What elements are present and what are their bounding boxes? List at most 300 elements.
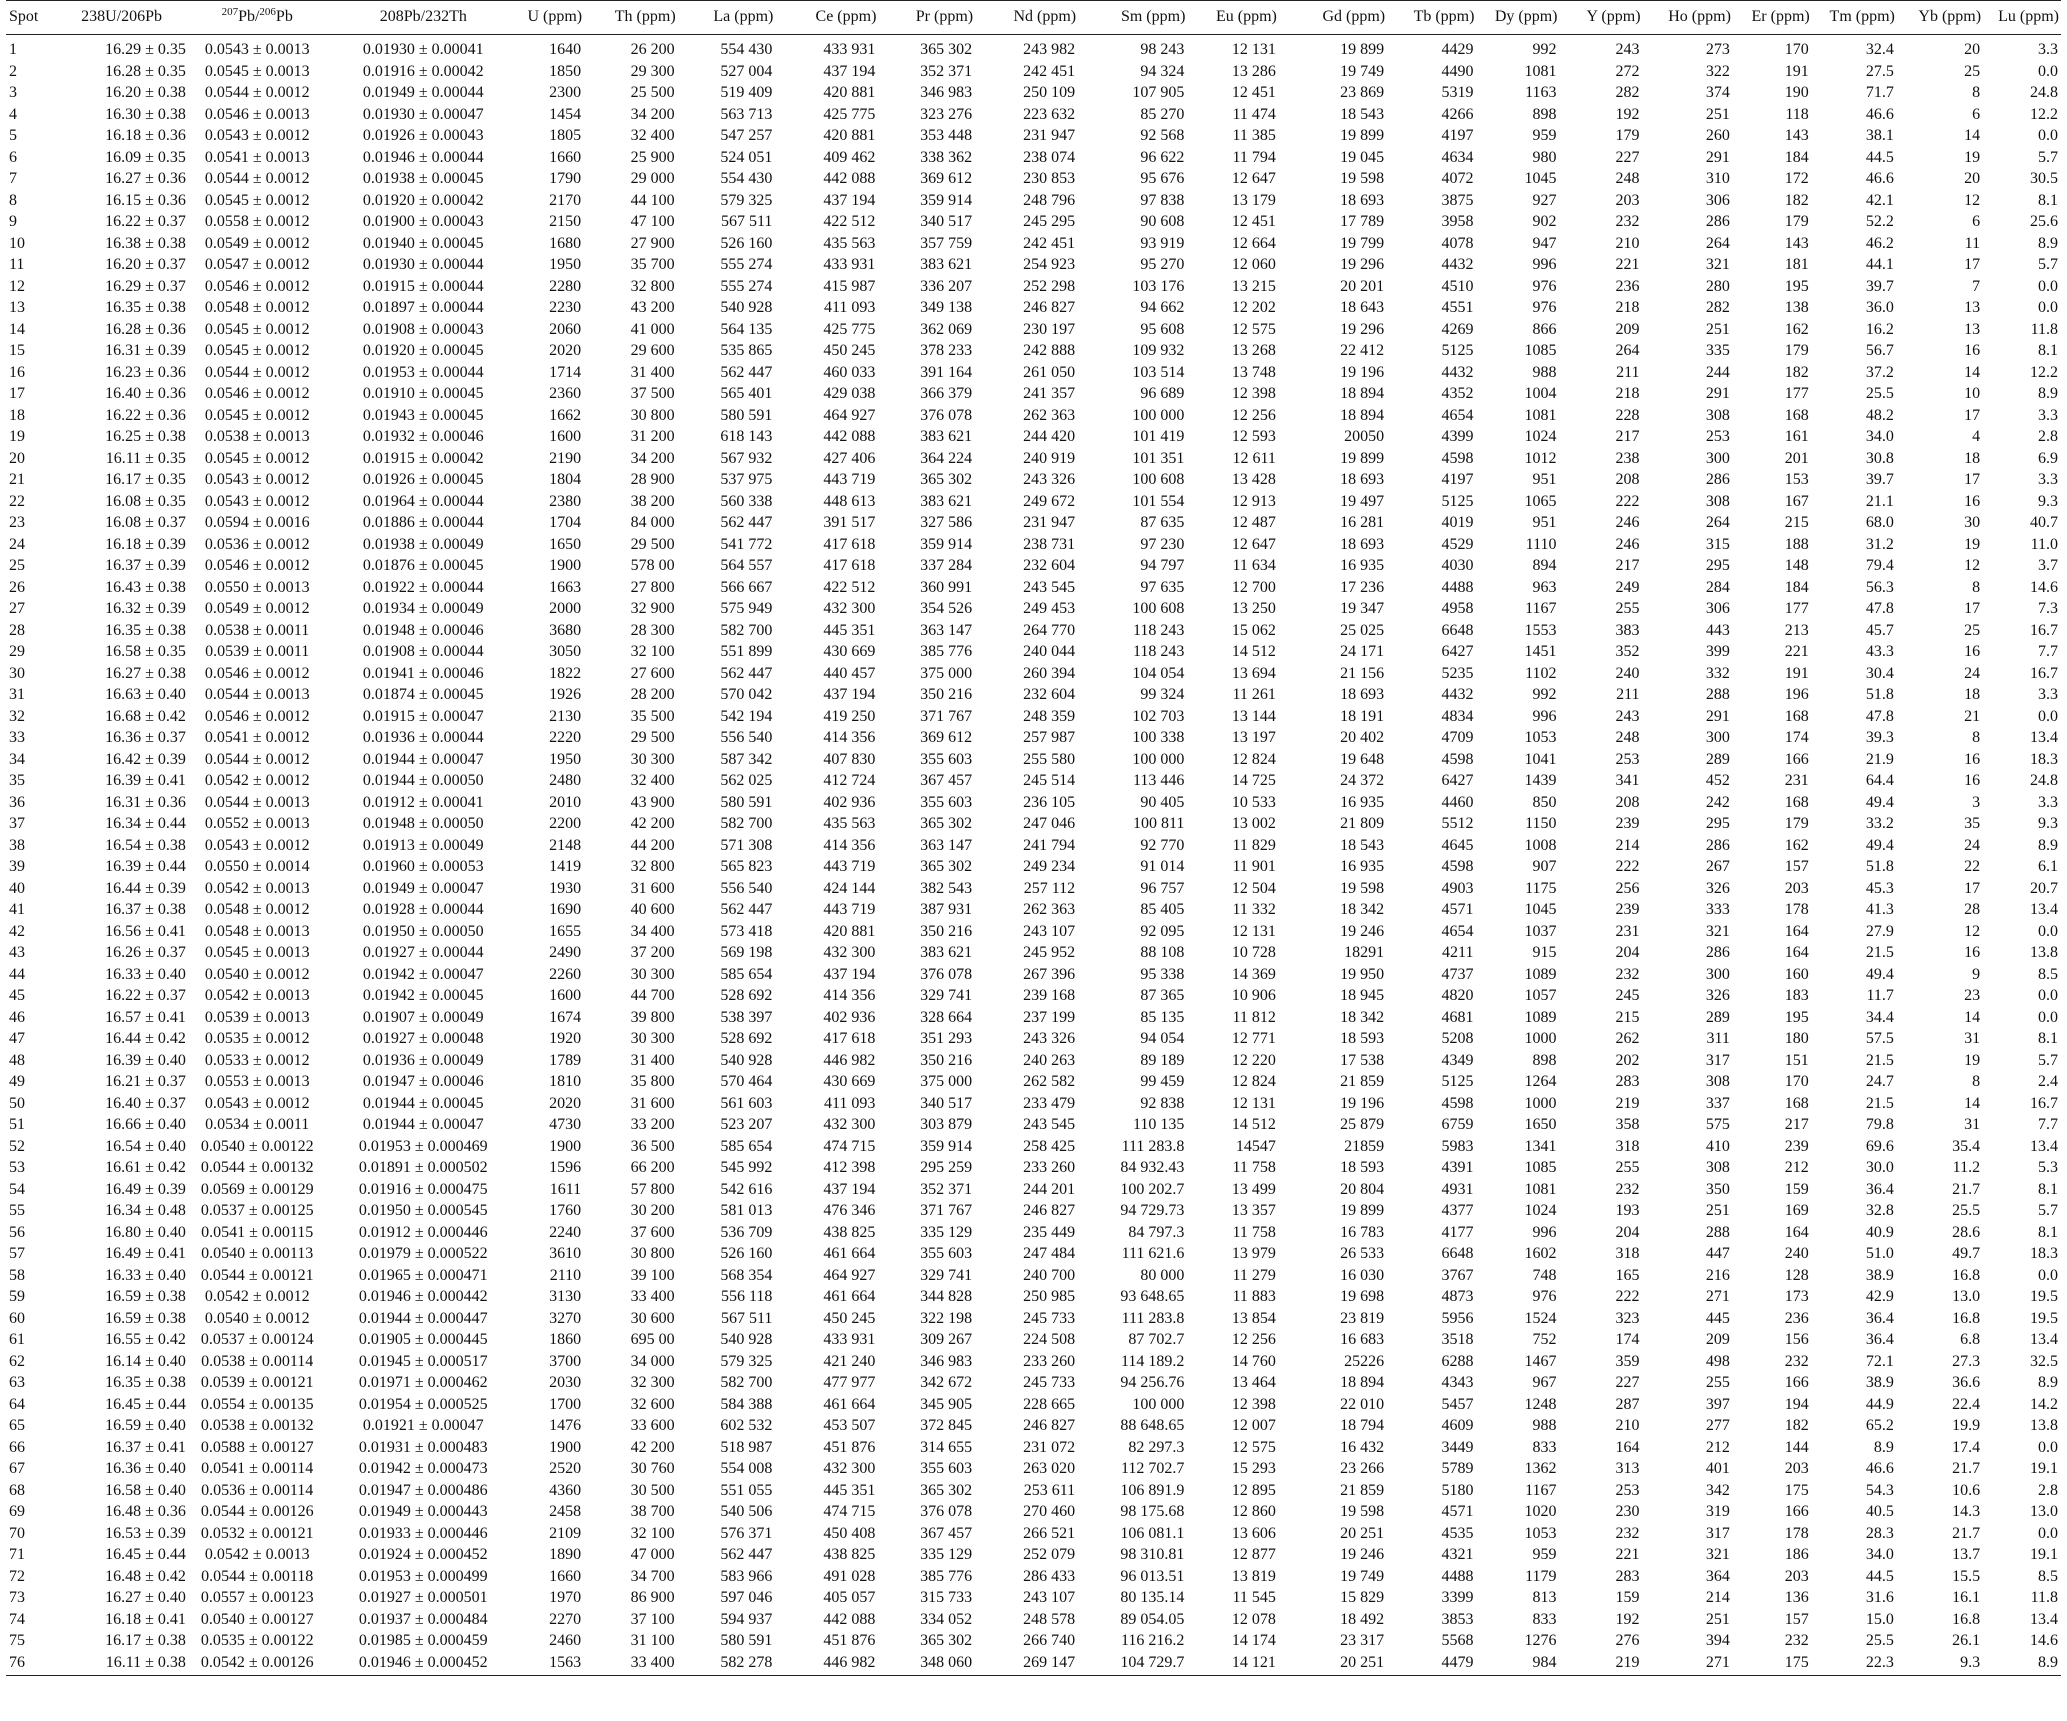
table-row xyxy=(6,663,2061,685)
cell-ce: 435 563 xyxy=(823,815,876,832)
table-row xyxy=(6,1222,2061,1244)
cell-pr: 382 543 xyxy=(920,879,973,897)
cell-th: 30 300 xyxy=(630,1030,675,1047)
cell-yb: 16 xyxy=(1964,643,1981,660)
cell-lu: 0.0 xyxy=(2038,1438,2058,1456)
cell-gd: 19 598 xyxy=(1340,879,1385,897)
cell-pr: 372 845 xyxy=(920,1417,973,1434)
cell-u: 2130 xyxy=(549,707,582,725)
cell-eu: 10 533 xyxy=(1231,793,1276,811)
table-row xyxy=(6,1028,2061,1050)
cell-208pb-232th: 0.01948 ± 0.00050 xyxy=(362,815,484,832)
cell-u: 1663 xyxy=(549,578,582,596)
cell-eu: 12 647 xyxy=(1231,535,1276,553)
cell-gd: 18 794 xyxy=(1340,1417,1385,1434)
cell-tm: 65.2 xyxy=(1865,1417,1894,1434)
cell-dy: 1467 xyxy=(1524,1352,1557,1370)
cell-238u-206pb: 16.18 ± 0.36 xyxy=(105,127,186,144)
cell-207pb-206pb: 0.0558 ± 0.0012 xyxy=(204,213,310,230)
table-row xyxy=(6,1200,2061,1222)
cell-208pb-232th: 0.01921 ± 0.00047 xyxy=(362,1417,484,1434)
cell-er: 196 xyxy=(1784,686,1809,703)
cell-pr: 359 914 xyxy=(920,535,973,553)
cell-ho: 445 xyxy=(1705,1309,1730,1327)
cell-208pb-232th: 0.01946 ± 0.000442 xyxy=(358,1288,488,1305)
cell-tm: 32.8 xyxy=(1865,1202,1894,1219)
cell-u: 4730 xyxy=(549,1116,582,1133)
cell-eu: 13 499 xyxy=(1231,1180,1276,1198)
cell-tb: 6648 xyxy=(1441,1245,1474,1262)
cell-la: 580 591 xyxy=(720,793,773,811)
cell-yb: 19.9 xyxy=(1952,1417,1981,1434)
cell-tm: 52.2 xyxy=(1865,213,1894,230)
cell-yb: 16 xyxy=(1964,944,1981,961)
cell-nd: 243 107 xyxy=(1023,922,1076,940)
cell-tb: 4432 xyxy=(1441,256,1474,273)
cell-tm: 22.3 xyxy=(1812,1652,1897,1676)
cell-y: 255 xyxy=(1615,1159,1640,1176)
cell-eu: 12 824 xyxy=(1231,750,1276,768)
cell-tm: 68.0 xyxy=(1865,514,1894,531)
cell-gd: 19 799 xyxy=(1340,234,1385,252)
cell-u: 1805 xyxy=(549,127,582,144)
cell-yb: 10 xyxy=(1964,385,1981,402)
cell-eu: 12 451 xyxy=(1231,213,1276,230)
cell-pr: 365 302 xyxy=(920,41,973,58)
cell-sm: 85 405 xyxy=(1140,901,1185,918)
cell-238u-206pb: 16.08 ± 0.35 xyxy=(105,492,186,510)
cell-la: 537 975 xyxy=(720,471,773,488)
cell-dy: 1000 xyxy=(1524,1030,1557,1047)
cell-ce: 435 563 xyxy=(823,234,876,252)
cell-yb: 20 xyxy=(1964,170,1981,187)
cell-nd: 260 394 xyxy=(1023,664,1076,682)
cell-yb: 16 xyxy=(1964,492,1981,510)
cell-lu: 14.6 xyxy=(2030,578,2058,596)
cell-lu: 13.4 xyxy=(2030,729,2058,746)
cell-pr: 385 776 xyxy=(920,1567,973,1585)
cell-er: 195 xyxy=(1784,1008,1809,1026)
cell-lu: 7.7 xyxy=(2038,1116,2058,1133)
cell-sm: 89 189 xyxy=(1140,1051,1185,1069)
cell-208pb-232th: 0.01900 ± 0.00043 xyxy=(362,213,484,230)
cell-sm: 84 797.3 xyxy=(1128,1223,1185,1241)
cell-nd: 230 197 xyxy=(1023,320,1076,338)
cell-y: 262 xyxy=(1615,1030,1640,1047)
cell-sm: 94 054 xyxy=(1140,1030,1185,1047)
cell-dy: 915 xyxy=(1532,944,1557,961)
table-row xyxy=(6,620,2061,642)
cell-dy: 1089 xyxy=(1524,1008,1557,1026)
column-header-238u-206pb: 238U/206Pb xyxy=(54,1,189,35)
cell-207pb-206pb: 0.0544 ± 0.0013 xyxy=(204,686,310,703)
cell-208pb-232th: 0.01930 ± 0.00041 xyxy=(362,41,484,58)
cell-spot: 75 xyxy=(9,1632,25,1649)
cell-238u-206pb: 16.63 ± 0.40 xyxy=(105,686,186,703)
cell-nd: 246 827 xyxy=(1023,1417,1076,1434)
cell-tb: 4479 xyxy=(1387,1652,1476,1676)
cell-tb: 4931 xyxy=(1441,1180,1474,1198)
cell-pr: 334 052 xyxy=(920,1610,973,1628)
cell-ho: 317 xyxy=(1705,1524,1730,1542)
cell-nd: 243 326 xyxy=(1023,1030,1076,1047)
cell-u: 2020 xyxy=(549,342,582,359)
cell-u: 2490 xyxy=(549,944,582,961)
cell-tm: 8.9 xyxy=(1873,1438,1894,1456)
cell-lu: 24.8 xyxy=(2030,772,2058,789)
cell-yb: 14 xyxy=(1964,363,1981,381)
cell-y: 232 xyxy=(1615,1180,1640,1198)
cell-238u-206pb: 16.27 ± 0.38 xyxy=(105,664,186,682)
cell-tm: 28.3 xyxy=(1865,1524,1894,1542)
cell-tm: 57.5 xyxy=(1865,1030,1894,1047)
cell-tb: 4529 xyxy=(1441,535,1474,553)
cell-ho: 311 xyxy=(1706,1030,1730,1047)
cell-ho: 271 xyxy=(1705,1288,1730,1305)
cell-er: 232 xyxy=(1784,1632,1809,1649)
cell-th: 39 100 xyxy=(630,1266,675,1284)
cell-tm: 47.8 xyxy=(1865,707,1894,725)
cell-u: 3680 xyxy=(549,621,582,639)
cell-tb: 4399 xyxy=(1441,428,1474,445)
cell-eu: 12 487 xyxy=(1231,514,1276,531)
cell-gd: 25 025 xyxy=(1340,621,1385,639)
cell-y: 287 xyxy=(1615,1395,1640,1413)
cell-tb: 4609 xyxy=(1441,1417,1474,1434)
cell-pr: 337 284 xyxy=(920,557,973,574)
cell-gd: 18 342 xyxy=(1340,901,1385,918)
cell-207pb-206pb: 0.0550 ± 0.0014 xyxy=(204,858,310,875)
cell-th: 35 800 xyxy=(630,1073,675,1090)
cell-la: 555 274 xyxy=(720,277,773,295)
cell-sm: 97 230 xyxy=(1140,535,1185,553)
cell-th: 29 500 xyxy=(630,729,675,746)
cell-spot: 30 xyxy=(9,664,25,682)
cell-ce: 442 088 xyxy=(823,428,876,445)
cell-gd: 19 598 xyxy=(1340,1503,1385,1520)
cell-pr: 353 448 xyxy=(920,127,973,144)
cell-nd: 269 147 xyxy=(975,1652,1078,1676)
cell-yb: 25 xyxy=(1964,621,1981,639)
cell-sm: 109 932 xyxy=(1132,342,1185,359)
cell-y: 222 xyxy=(1615,1288,1640,1305)
cell-spot: 71 xyxy=(9,1546,25,1563)
cell-yb: 22 xyxy=(1964,858,1981,875)
cell-y: 239 xyxy=(1615,815,1640,832)
cell-yb: 16.8 xyxy=(1952,1266,1981,1284)
cell-lu: 5.7 xyxy=(2038,1202,2058,1219)
cell-y: 217 xyxy=(1615,557,1640,574)
cell-207pb-206pb: 0.0542 ± 0.0013 xyxy=(204,1546,310,1563)
cell-yb: 31 xyxy=(1964,1116,1981,1133)
cell-u: 2010 xyxy=(549,793,582,811)
cell-207pb-206pb: 0.0537 ± 0.00124 xyxy=(200,1331,314,1348)
cell-nd: 231 947 xyxy=(1023,514,1076,531)
cell-tm: 31.6 xyxy=(1865,1589,1894,1606)
cell-eu: 12 131 xyxy=(1231,1094,1276,1112)
cell-tm: 71.7 xyxy=(1865,84,1894,101)
cell-ce: 419 250 xyxy=(823,707,876,725)
cell-tm: 48.2 xyxy=(1865,406,1894,424)
cell-lu: 13.8 xyxy=(2030,944,2058,961)
cell-eu: 11 474 xyxy=(1232,105,1276,123)
cell-dy: 992 xyxy=(1532,41,1557,58)
cell-eu: 12 913 xyxy=(1231,492,1276,510)
cell-tb: 6427 xyxy=(1441,772,1474,789)
cell-y: 211 xyxy=(1616,363,1640,381)
cell-u: 2480 xyxy=(549,772,582,789)
cell-ho: 288 xyxy=(1705,686,1730,703)
cell-208pb-232th: 0.01953 ± 0.000499 xyxy=(358,1567,488,1585)
cell-ho: 288 xyxy=(1705,1223,1730,1241)
cell-207pb-206pb: 0.0545 ± 0.0012 xyxy=(204,406,310,424)
cell-la: 554 008 xyxy=(720,1460,773,1477)
cell-ho: 284 xyxy=(1705,578,1730,596)
cell-nd: 250 109 xyxy=(1023,84,1076,101)
cell-sm: 97 635 xyxy=(1140,578,1185,596)
cell-er: 182 xyxy=(1784,363,1809,381)
cell-nd: 241 794 xyxy=(1023,836,1076,854)
cell-u: 2520 xyxy=(549,1460,582,1477)
cell-208pb-232th: 0.01942 ± 0.00045 xyxy=(362,987,484,1004)
cell-nd: 245 733 xyxy=(1023,1374,1076,1391)
cell-spot: 26 xyxy=(9,578,25,596)
cell-208pb-232th: 0.01876 ± 0.00045 xyxy=(362,557,484,574)
cell-yb: 25.5 xyxy=(1952,1202,1981,1219)
cell-ce: 425 775 xyxy=(823,105,876,123)
cell-ho: 255 xyxy=(1705,1374,1730,1391)
cell-spot: 76 xyxy=(6,1652,54,1676)
cell-la: 526 160 xyxy=(720,1245,773,1262)
cell-208pb-232th: 0.01954 ± 0.000525 xyxy=(358,1395,488,1413)
cell-er: 212 xyxy=(1784,1159,1809,1176)
cell-spot: 65 xyxy=(9,1417,25,1434)
cell-er: 203 xyxy=(1784,879,1809,897)
cell-eu: 13 748 xyxy=(1231,363,1276,381)
cell-lu: 9.3 xyxy=(2038,492,2058,510)
cell-tm: 39.7 xyxy=(1865,277,1894,295)
cell-208pb-232th: 0.01938 ± 0.00045 xyxy=(362,170,484,187)
cell-y: 249 xyxy=(1615,578,1640,596)
cell-gd: 25 879 xyxy=(1340,1116,1385,1133)
cell-tm: 27.9 xyxy=(1865,922,1894,940)
cell-238u-206pb: 16.54 ± 0.40 xyxy=(105,1137,186,1155)
cell-ho: 212 xyxy=(1705,1438,1730,1456)
cell-sm: 92 568 xyxy=(1140,127,1185,144)
cell-nd: 236 105 xyxy=(1023,793,1076,811)
cell-208pb-232th: 0.01915 ± 0.00047 xyxy=(362,707,484,725)
cell-ho: 452 xyxy=(1705,772,1730,789)
cell-spot: 12 xyxy=(9,277,25,295)
cell-yb: 28.6 xyxy=(1952,1223,1981,1241)
cell-207pb-206pb: 0.0540 ± 0.0012 xyxy=(204,965,310,983)
cell-238u-206pb: 16.22 ± 0.37 xyxy=(105,987,186,1004)
cell-th: 29 300 xyxy=(630,62,675,80)
cell-nd: 248 578 xyxy=(1023,1610,1076,1628)
cell-sm: 96 013.51 xyxy=(1120,1567,1185,1585)
cell-dy: 1065 xyxy=(1524,492,1557,510)
cell-th: 37 100 xyxy=(630,1610,675,1628)
cell-gd: 19 899 xyxy=(1340,127,1385,144)
cell-ce: 437 194 xyxy=(823,965,876,983)
cell-207pb-206pb: 0.0548 ± 0.0013 xyxy=(204,922,310,940)
cell-spot: 38 xyxy=(9,836,25,854)
cell-th: 32 800 xyxy=(630,858,675,875)
cell-y: 204 xyxy=(1615,1223,1640,1241)
cell-la: 594 937 xyxy=(720,1610,773,1628)
column-header-u: U (ppm) xyxy=(521,1,584,35)
cell-nd: 244 420 xyxy=(1023,428,1076,445)
cell-y: 358 xyxy=(1615,1116,1640,1133)
cell-208pb-232th: 0.01916 ± 0.000475 xyxy=(358,1180,488,1198)
cell-spot: 72 xyxy=(9,1567,25,1585)
cell-nd: 232 604 xyxy=(1023,686,1076,703)
cell-yb: 19 xyxy=(1964,148,1981,166)
cell-yb: 17 xyxy=(1964,256,1981,273)
cell-ce: 437 194 xyxy=(823,1180,876,1198)
cell-ce: 402 936 xyxy=(823,1008,876,1026)
cell-lu: 2.8 xyxy=(2038,1481,2058,1499)
cell-pr: 329 741 xyxy=(920,987,973,1004)
cell-la: 564 135 xyxy=(720,320,773,338)
cell-ho: 401 xyxy=(1705,1460,1730,1477)
cell-lu: 13.0 xyxy=(2030,1503,2058,1520)
cell-nd: 245 733 xyxy=(1023,1309,1076,1327)
cell-ce: 450 245 xyxy=(823,342,876,359)
cell-yb: 21.7 xyxy=(1952,1524,1981,1542)
cell-lu: 8.5 xyxy=(2038,1567,2058,1585)
cell-dy: 1102 xyxy=(1525,664,1557,682)
cell-238u-206pb: 16.59 ± 0.38 xyxy=(105,1309,186,1327)
cell-dy: 748 xyxy=(1532,1266,1557,1284)
table-row xyxy=(6,856,2061,878)
cell-238u-206pb: 16.43 ± 0.38 xyxy=(105,578,186,596)
cell-y: 159 xyxy=(1615,1589,1640,1606)
table-row xyxy=(6,1050,2061,1072)
cell-ce: 420 881 xyxy=(823,84,876,101)
cell-207pb-206pb: 0.0540 ± 0.00122 xyxy=(200,1137,314,1155)
cell-yb: 8 xyxy=(1972,1073,1981,1090)
cell-th: 40 600 xyxy=(630,901,675,918)
cell-th: 32 600 xyxy=(630,1395,675,1413)
cell-tb: 4958 xyxy=(1441,600,1474,617)
cell-lu: 7.7 xyxy=(2038,643,2058,660)
cell-eu: 12 398 xyxy=(1231,1395,1276,1413)
cell-gd: 18 693 xyxy=(1340,686,1385,703)
cell-ce: 414 356 xyxy=(823,987,876,1004)
cell-208pb-232th: 0.01936 ± 0.00049 xyxy=(362,1051,484,1069)
cell-207pb-206pb: 0.0569 ± 0.00129 xyxy=(200,1180,314,1198)
table-row xyxy=(6,964,2061,986)
cell-y: 221 xyxy=(1615,1546,1640,1563)
cell-207pb-206pb: 0.0545 ± 0.0012 xyxy=(204,191,310,209)
cell-238u-206pb: 16.59 ± 0.38 xyxy=(105,1288,186,1305)
cell-nd: 257 112 xyxy=(1023,879,1076,897)
cell-er: 144 xyxy=(1784,1438,1809,1456)
cell-208pb-232th: 0.01943 ± 0.00045 xyxy=(362,406,484,424)
cell-sm: 101 419 xyxy=(1132,428,1185,445)
cell-208pb-232th: 0.01950 ± 0.000545 xyxy=(358,1202,488,1219)
cell-208pb-232th: 0.01930 ± 0.00044 xyxy=(362,256,484,273)
cell-la: 540 506 xyxy=(720,1503,773,1520)
cell-dy: 1439 xyxy=(1524,772,1557,789)
cell-tm: 38.9 xyxy=(1865,1374,1894,1391)
cell-208pb-232th: 0.01938 ± 0.00049 xyxy=(362,535,484,553)
cell-la: 575 949 xyxy=(720,600,773,617)
cell-sm: 111 283.8 xyxy=(1121,1309,1185,1327)
column-header-th: Th (ppm) xyxy=(584,1,678,35)
cell-y: 232 xyxy=(1615,965,1640,983)
cell-eu: 11 758 xyxy=(1232,1159,1276,1176)
cell-gd: 18 543 xyxy=(1340,105,1385,123)
cell-dy: 1085 xyxy=(1524,342,1557,359)
cell-lu: 19.5 xyxy=(2030,1288,2058,1305)
cell-yb: 21.7 xyxy=(1952,1460,1981,1477)
cell-sm: 87 702.7 xyxy=(1128,1331,1185,1348)
cell-208pb-232th: 0.01886 ± 0.00044 xyxy=(362,514,484,531)
cell-eu: 12 860 xyxy=(1231,1503,1276,1520)
cell-tb: 3399 xyxy=(1441,1589,1474,1606)
cell-208pb-232th: 0.01948 ± 0.00046 xyxy=(362,621,484,639)
cell-u: 3050 xyxy=(549,643,582,660)
cell-y: 313 xyxy=(1615,1460,1640,1477)
cell-208pb-232th: 0.01931 ± 0.000483 xyxy=(358,1438,488,1456)
cell-tb: 4211 xyxy=(1442,944,1474,961)
cell-238u-206pb: 16.44 ± 0.39 xyxy=(105,879,186,897)
cell-gd: 19 698 xyxy=(1340,1288,1385,1305)
cell-th: 32 100 xyxy=(630,1524,675,1542)
cell-eu: 13 002 xyxy=(1231,815,1276,832)
cell-th: 27 900 xyxy=(630,234,675,252)
cell-gd: 20050 xyxy=(1344,428,1385,445)
cell-tm: 36.4 xyxy=(1865,1331,1894,1348)
cell-gd: 20 804 xyxy=(1340,1180,1385,1198)
cell-sm: 104 729.7 xyxy=(1078,1652,1187,1676)
table-row xyxy=(6,1609,2061,1631)
cell-ce: 414 356 xyxy=(823,836,876,854)
cell-spot: 34 xyxy=(9,750,25,768)
cell-ho: 251 xyxy=(1705,105,1730,123)
cell-sm: 84 932.43 xyxy=(1120,1159,1185,1176)
cell-ho: 209 xyxy=(1705,1331,1730,1348)
cell-tb: 4432 xyxy=(1441,686,1474,703)
cell-nd: 231 072 xyxy=(1023,1438,1076,1456)
cell-208pb-232th: 0.01942 ± 0.000473 xyxy=(358,1460,488,1477)
cell-eu: 12 060 xyxy=(1231,256,1276,273)
table-row xyxy=(6,1329,2061,1351)
cell-tm: 25.5 xyxy=(1865,1632,1894,1649)
cell-tb: 5125 xyxy=(1441,342,1474,359)
cell-ho: 443 xyxy=(1705,621,1730,639)
column-header-gd: Gd (ppm) xyxy=(1279,1,1387,35)
cell-yb: 13.0 xyxy=(1952,1288,1981,1305)
cell-yb: 3 xyxy=(1972,793,1981,811)
cell-ho: 251 xyxy=(1705,320,1730,338)
cell-208pb-232th: 0.01949 ± 0.00044 xyxy=(362,84,484,101)
cell-207pb-206pb: 0.0538 ± 0.0013 xyxy=(204,428,310,445)
cell-er: 191 xyxy=(1784,62,1809,80)
cell-u: 2280 xyxy=(549,277,582,295)
cell-lu: 8.1 xyxy=(2038,1223,2058,1241)
cell-er: 168 xyxy=(1784,406,1809,424)
cell-sm: 101 554 xyxy=(1132,492,1185,510)
cell-sm: 99 459 xyxy=(1140,1073,1185,1090)
cell-spot: 22 xyxy=(9,492,25,510)
cell-gd: 18291 xyxy=(1344,944,1385,961)
cell-th: 33 400 xyxy=(584,1652,678,1676)
cell-tm: 56.7 xyxy=(1865,342,1894,359)
cell-spot: 55 xyxy=(9,1202,25,1219)
